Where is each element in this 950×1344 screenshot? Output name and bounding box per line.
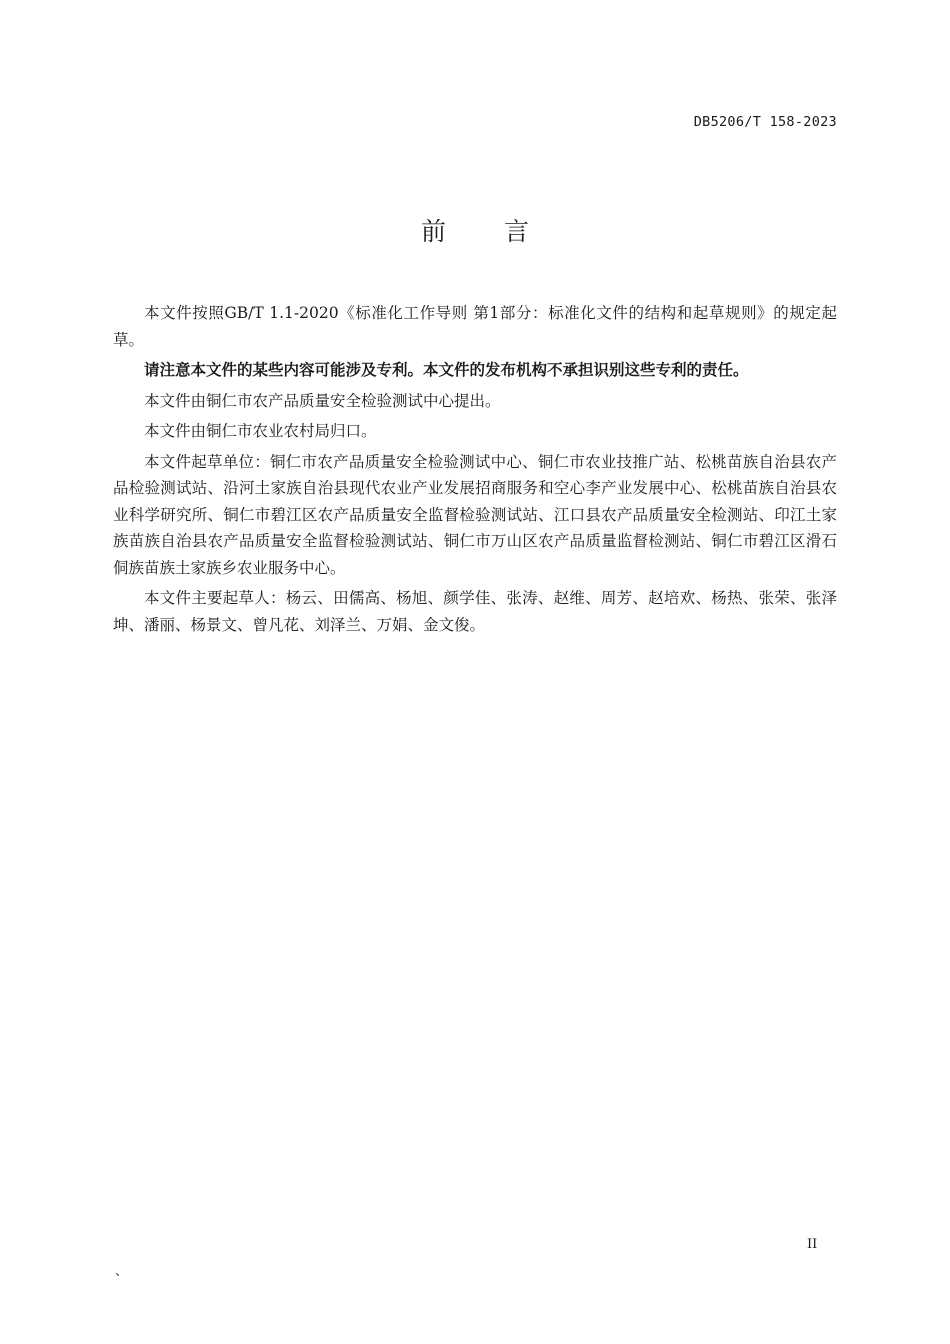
- page-title: 前言: [420, 217, 587, 246]
- document-code: DB5206/T 158-2023: [693, 114, 837, 130]
- paragraph-drafting-units: 本文件起草单位：铜仁市农产品质量安全检验测试中心、铜仁市农业技推广站、松桃苗族自治县农产品检验测试站、沿河土家族自治县现代农业产业发展招商服务和空心李产业发展中心、松桃苗族自治县农业科学研究所、铜仁市碧江区农产品质量安全监督检验测试站、江口县农产品质量安全检测站、印江土家族苗族自治县农产品质量安全监督检验测试站、铜仁市万山区农产品质量监督检测站、铜仁市碧江区滑石侗族苗族土家族乡农业服务中心。: [113, 452, 837, 577]
- paragraph-drafting-basis: 本文件按照GB/T 1.1-2020《标准化工作导则 第1部分：标准化文件的结构和起草规则》的规定起草。: [113, 304, 837, 349]
- paragraph-administrator: 本文件由铜仁市农业农村局归口。: [144, 422, 377, 440]
- foreword-body: [113, 300, 837, 642]
- page-number: II: [807, 1237, 818, 1252]
- paragraph-proposer: 本文件由铜仁市农产品质量安全检验测试中心提出。: [144, 391, 501, 410]
- stray-mark: 、: [115, 1264, 129, 1279]
- paragraph-patent-notice: 请注意本文件的某些内容可能涉及专利。本文件的发布机构不承担识别这些专利的责任。: [144, 361, 749, 379]
- paragraph-drafters: 本文件主要起草人：杨云、田儒高、杨旭、颜学佳、张涛、赵维、周芳、赵培欢、杨热、张荣、张泽坤、潘丽、杨景文、曾凡花、刘泽兰、万娟、金文俊。: [113, 589, 837, 634]
